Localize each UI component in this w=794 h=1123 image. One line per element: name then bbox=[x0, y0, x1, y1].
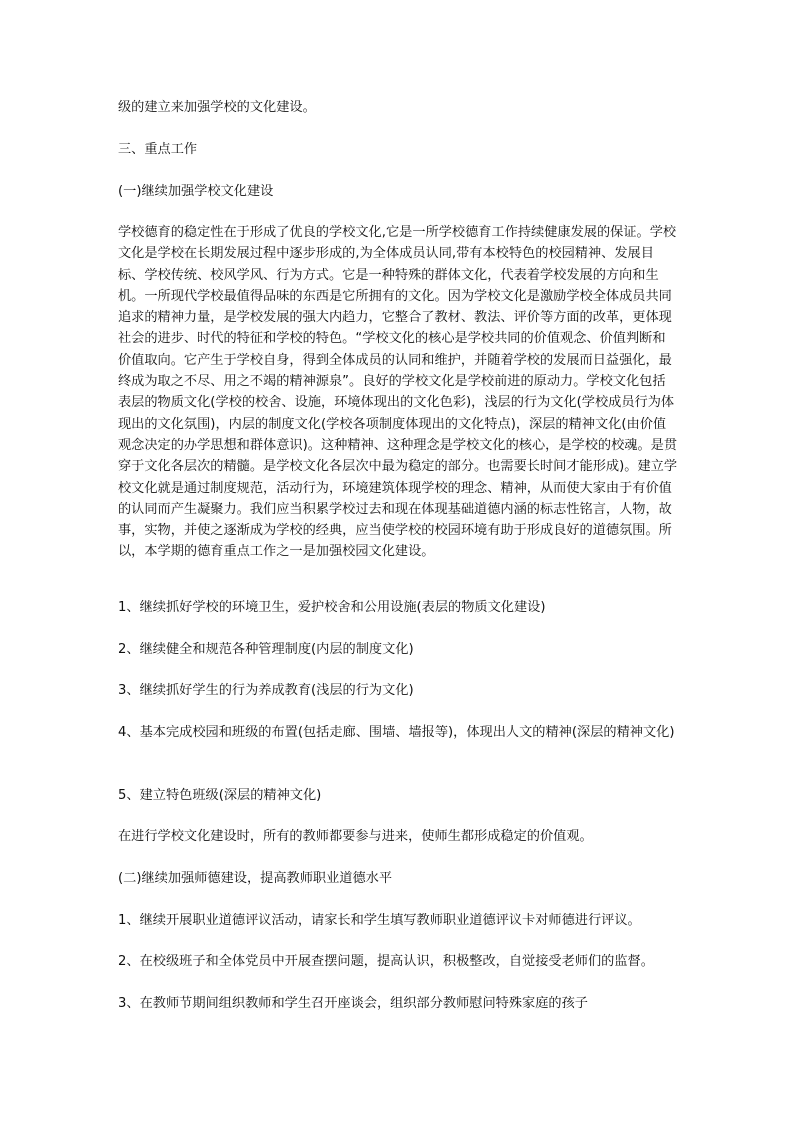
list-item: 2、继续健全和规范各种管理制度(内层的制度文化) bbox=[118, 642, 414, 657]
list-item: 2、在校级班子和全体党员中开展查摆问题，提高认识，积极整改，自觉接受老师们的监督。 bbox=[118, 954, 654, 969]
body-paragraph: 学校德育的稳定性在于形成了优良的学校文化,它是一所学校德育工作持续健康发展的保证。学校文化是学校在长期发展过程中逐步形成的,为全体成员认同,带有本校特色的校园精神、发展目标、学校传统、校风学风、行为方式。它是一种特殊的群体文化，代表着学校发展的方向和生机。一所现代学校最值得品味的东西是它所拥有的文化。因为学校文化是激励学校全体成员共同追求的精神力量，是学校发展的强大内趋力，它整合了教材、教法、评价等方面的改革，更体现社会的进步、时代的特征和学校的特色。“学校文化的核心是学校共同的价值观念、价值判断和价值取向。它产生于学校自身，得到全体成员的认同和维护，并随着学校的发展而日益强化，最终成为取之不尽、用之不竭的精神源泉”。良好的学校文化是学校前进的原动力。学校文化包括表层的物质文化(学校的校舍、设施，环境体现出的文化色彩)，浅层的行为文化(学校成员行为体现出的文化氛围)，内层的制度文化(学校各项制度体现出的文化特点)，深层的精神文化(由价值观念决定的办学思想和群体意识)。这种精神、这种理念是学校文化的核心，是学校的校魂。是贯穿于文化各层次的精髓。是学校文化各层次中最为稳定的部分。也需要长时间才能形成)。建立学校文化就是通过制度规范，活动行为，环境建筑体现学校的理念、精神，从而使大家由于有价值的认同而产生凝聚力。我们应当积累学校过去和现在体现基础道德内涵的标志性铭言，人物，故事，实物，并使之逐渐成为学校的经典，应当使学校的校园环境有助于形成良好的道德氛围。所以，本学期的德育重点工作之一是加强校园文化建设。 bbox=[118, 225, 678, 560]
list-item: 5、建立特色班级(深层的精神文化) bbox=[118, 788, 322, 803]
list-item: 1、继续开展职业道德评议活动，请家长和学生填写教师职业道德评议卡对师德进行评议。 bbox=[118, 913, 641, 928]
list-item: 3、在教师节期间组织教师和学生召开座谈会，组织部分教师慰问特殊家庭的孩子 bbox=[118, 996, 588, 1011]
section-heading: 三、重点工作 bbox=[118, 142, 198, 157]
list-item: 1、继续抓好学校的环境卫生，爱护校舍和公用设施(表层的物质文化建设) bbox=[118, 600, 546, 615]
subsection-heading: (一)继续加强学校文化建设 bbox=[118, 184, 274, 199]
list-item: 4、基本完成校园和班级的布置(包括走廊、围墙、墙报等)，体现出人文的精神(深层的精神文化) bbox=[118, 725, 675, 740]
subsection-heading: (二)继续加强师德建设，提高教师职业道德水平 bbox=[118, 871, 393, 886]
body-paragraph: 在进行学校文化建设时，所有的教师都要参与进来，使师生都形成稳定的价值观。 bbox=[118, 829, 593, 844]
list-item: 3、继续抓好学生的行为养成教育(浅层的行为文化) bbox=[118, 683, 414, 698]
paragraph-continuation: 级的建立来加强学校的文化建设。 bbox=[118, 100, 316, 115]
